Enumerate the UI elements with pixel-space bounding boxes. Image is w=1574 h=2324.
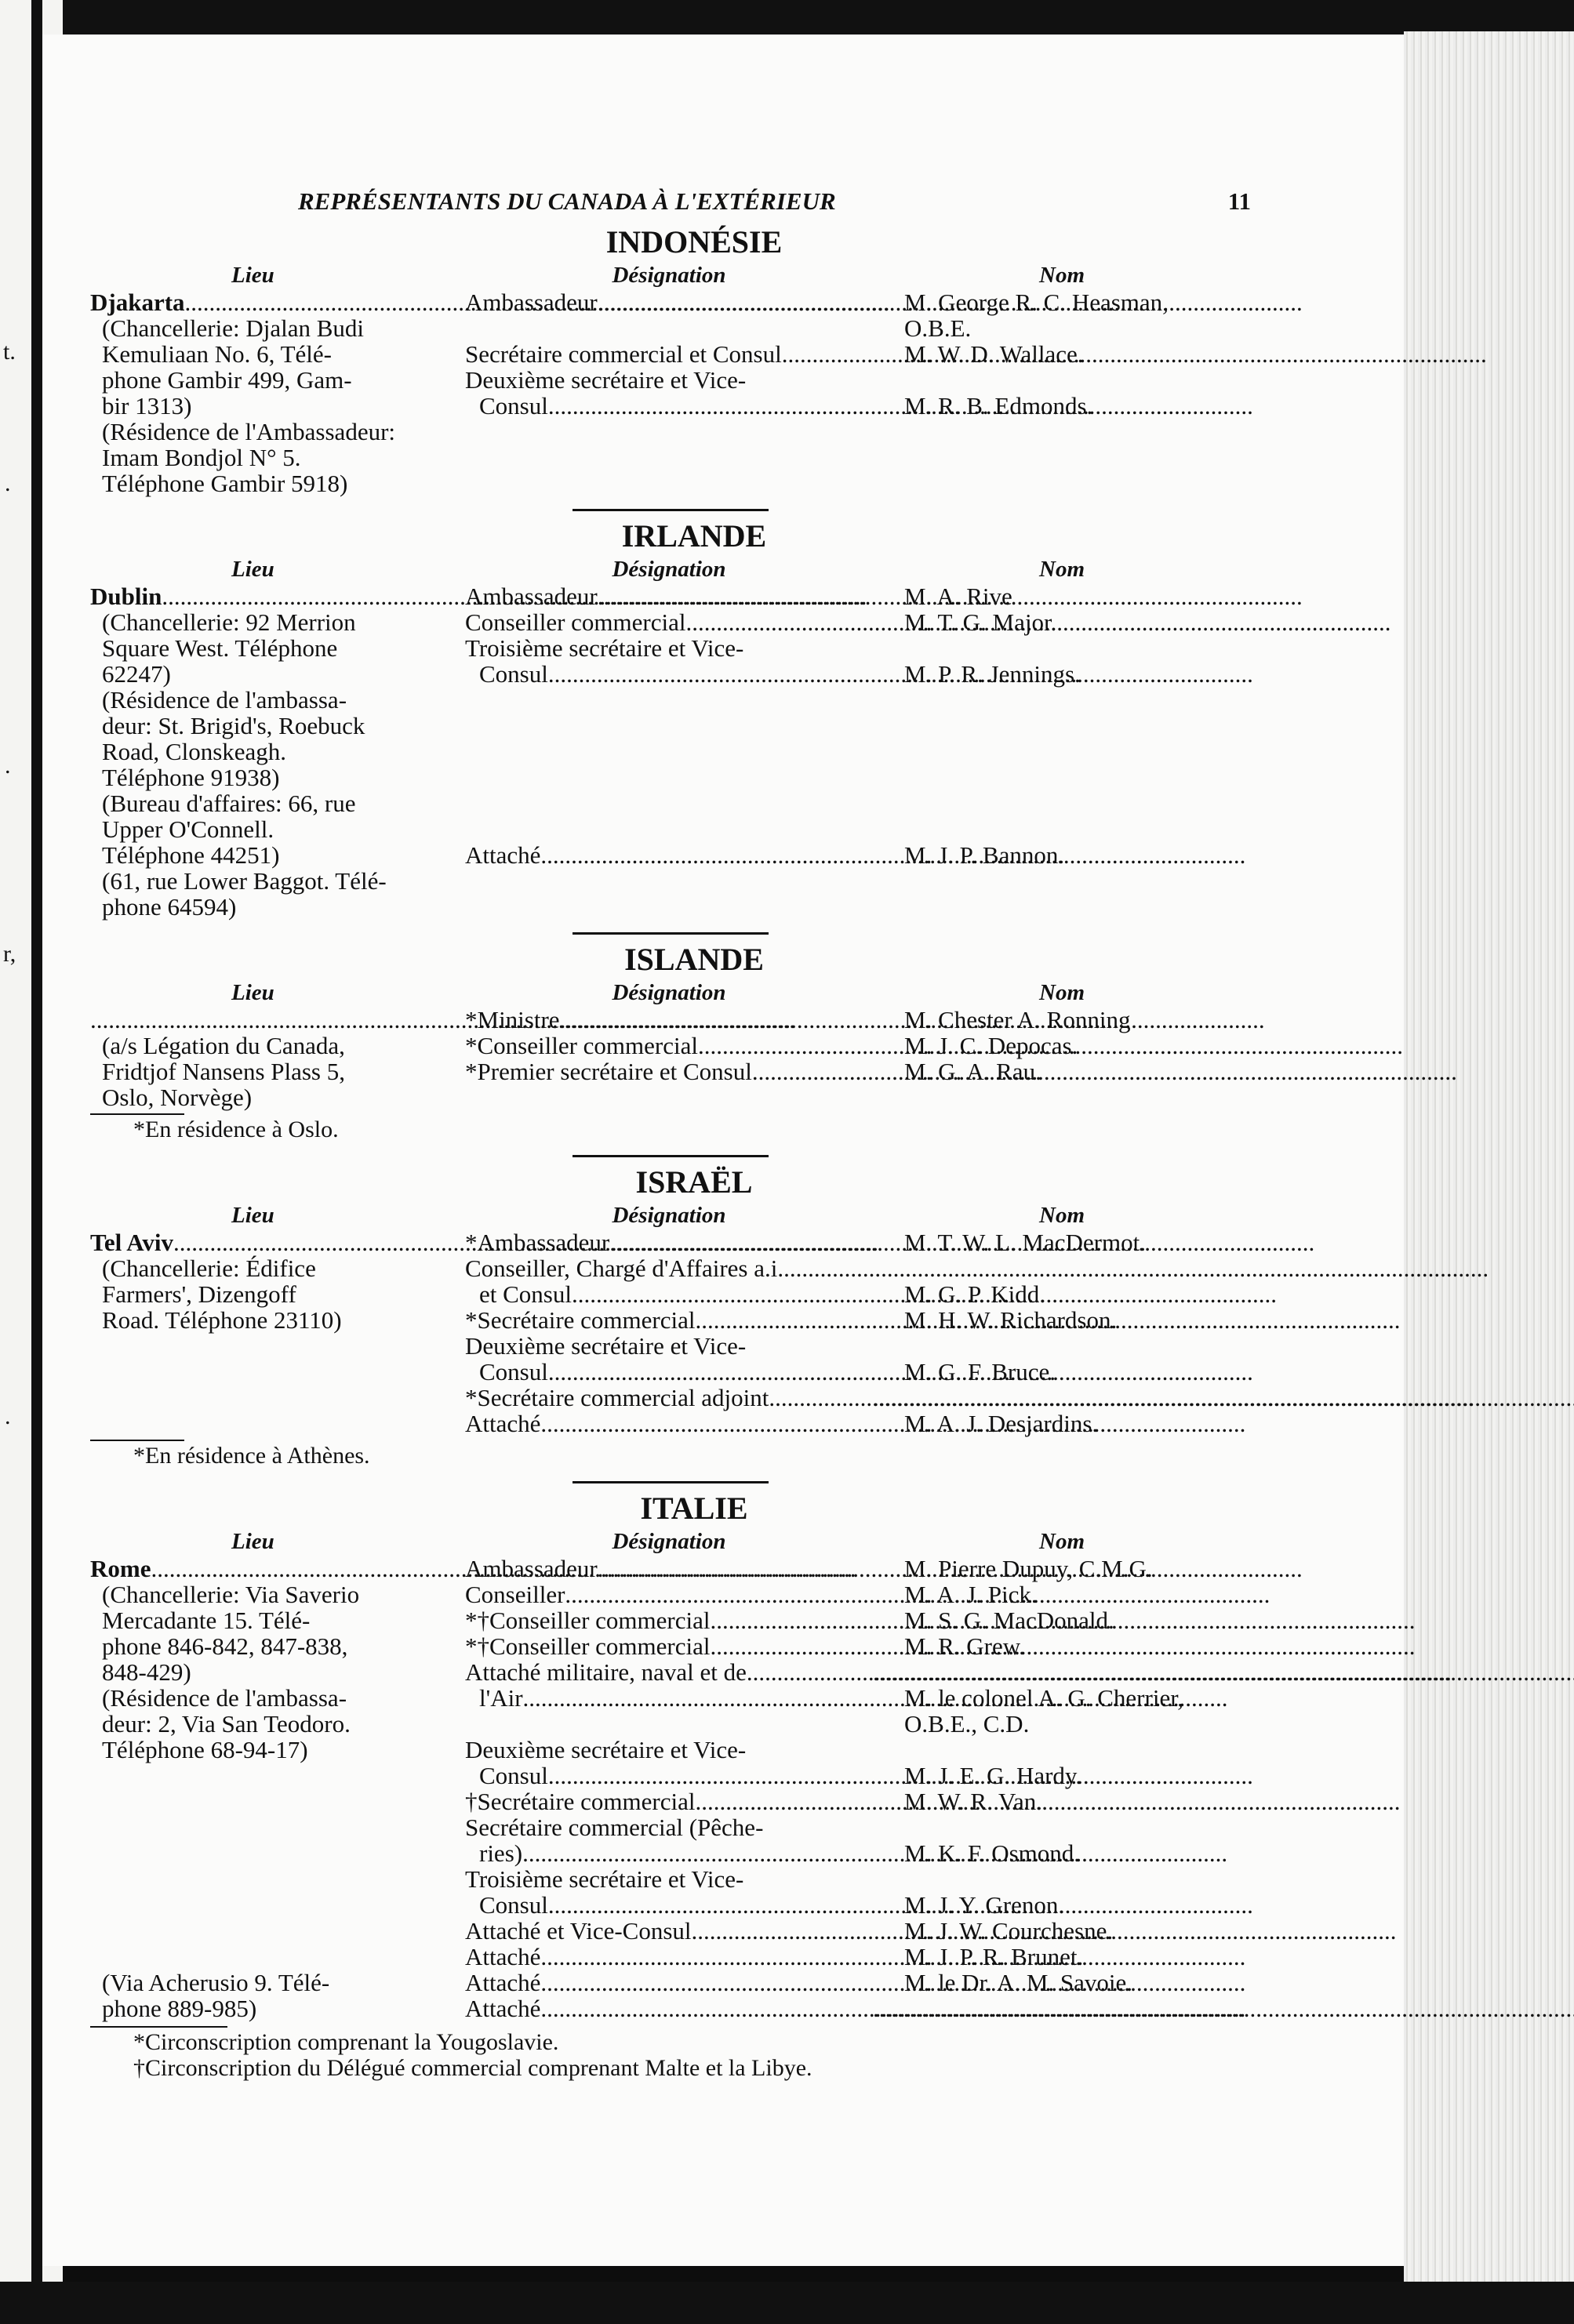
blank-line: [90, 1944, 454, 1970]
blank-line: [873, 816, 1251, 842]
designation-row: [465, 1918, 873, 1944]
designation-row: [465, 661, 873, 687]
designation-column: [465, 289, 873, 496]
place-name-row: [90, 1556, 454, 1581]
designation: Deuxième secrétaire et Vice-: [465, 1332, 747, 1360]
designation: Ambassadeur: [465, 289, 598, 316]
person-name: M. P. R. Jennings.: [904, 660, 1081, 688]
person-name: M. G. P. Kidd.: [904, 1280, 1046, 1308]
place-address-line: 62247): [102, 660, 171, 688]
footnote-rule: [90, 2026, 227, 2028]
country-heading: ISLANDE: [624, 942, 764, 977]
country-heading: IRLANDE: [621, 518, 767, 554]
designation: Conseiller: [465, 1581, 565, 1608]
designation: Conseiller commercial: [465, 608, 686, 636]
person-name: M. J. W. Courchesne.: [904, 1917, 1114, 1945]
running-head-title: REPRÉSENTANTS DU CANADA À L'EXTÉRIEUR: [298, 187, 836, 215]
blank-line: [873, 790, 1251, 816]
place-address-line: Téléphone 44251): [102, 841, 280, 869]
blank-line: [90, 1892, 454, 1918]
blank-line: [873, 1333, 1251, 1359]
blank-line: [873, 713, 1251, 739]
designation-row: [465, 1255, 873, 1281]
place-address-line: (Bureau d'affaires: 66, rue: [102, 790, 356, 817]
country-section: [90, 223, 1251, 496]
place-address-line: phone 889-985): [102, 1995, 257, 2022]
country-section: [90, 1481, 1251, 2021]
header-designation: Désignation: [612, 1529, 726, 1554]
place-name-row: [90, 583, 454, 609]
section-rule: [573, 932, 769, 935]
place-address-line: Road. Téléphone 23110): [102, 1306, 342, 1334]
designation: Attaché militaire, naval et de: [465, 1658, 747, 1686]
header-nom: Nom: [1039, 557, 1085, 582]
designation: †Secrétaire commercial: [465, 1788, 696, 1815]
place-address-line: deur: St. Brigid's, Roebuck: [102, 712, 365, 739]
footnote: *Circonscription comprenant la Yougoslavie.: [133, 2029, 559, 2055]
header-lieu: Lieu: [231, 1203, 274, 1228]
place-name: Dublin: [90, 583, 162, 610]
designation-row: [465, 1659, 873, 1685]
person-name: M. H. W. Richardson.: [904, 1306, 1118, 1334]
scan-bottom-border: [0, 2282, 1574, 2324]
country-heading: INDONÉSIE: [605, 224, 783, 260]
section-note: *En résidence à Oslo.: [133, 1117, 339, 1142]
blank-line: [90, 1840, 454, 1866]
blank-line: [873, 1737, 1251, 1763]
person-name: M. R. Grew.: [904, 1632, 1025, 1660]
person-name: O.B.E.: [904, 314, 972, 342]
designation: *Secrétaire commercial adjoint: [465, 1384, 769, 1411]
designation-row: [465, 1892, 873, 1918]
designation: Attaché: [465, 1410, 541, 1437]
blank-line: [90, 1866, 454, 1892]
place-address-line: (Résidence de l'Ambassadeur:: [102, 418, 396, 445]
designation-row: [465, 1007, 873, 1033]
place-address-line: Téléphone 91938): [102, 764, 280, 791]
designation: Secrétaire commercial (Pêche-: [465, 1814, 764, 1841]
section-table: [90, 1229, 1251, 1436]
person-name: O.B.E., C.D.: [904, 1710, 1030, 1738]
designation: Ambassadeur: [465, 583, 598, 610]
place-address-line: Mercadante 15. Télé-: [102, 1607, 311, 1634]
designation-row: [465, 609, 873, 635]
designation-row: [465, 1995, 873, 2021]
place-name-row: [90, 289, 454, 315]
place-address-line: (a/s Légation du Canada,: [102, 1032, 345, 1059]
place-name-row: [90, 1007, 454, 1033]
blank-line: [90, 1788, 454, 1814]
designation-row: [465, 1737, 873, 1763]
person-name: M. J. C. Depocas.: [904, 1032, 1078, 1059]
blank-line: [90, 1814, 454, 1840]
section-table: [90, 289, 1251, 496]
place-address-line: (Chancellerie: Via Saverio: [102, 1581, 360, 1608]
designation-row: [465, 1685, 873, 1711]
header-designation: Désignation: [612, 1203, 726, 1228]
column-headers: [90, 261, 1251, 289]
blank-line: [90, 1763, 454, 1788]
running-head: [298, 188, 1251, 214]
designation: *Premier secrétaire et Consul: [465, 1058, 752, 1085]
designation-row: [465, 1788, 873, 1814]
designation: *Conseiller commercial: [465, 1032, 698, 1059]
leader-dots: [873, 1385, 1574, 1411]
person-name: M. G. A. Rau.: [904, 1058, 1041, 1085]
header-nom: Nom: [1039, 1203, 1085, 1228]
header-designation: Désignation: [612, 263, 726, 288]
designation: Consul: [479, 1358, 548, 1385]
designation-row: [465, 583, 873, 609]
designation-row: [465, 1359, 873, 1385]
margin-fragment: .: [5, 1403, 11, 1429]
person-name: M. T. W. L. MacDermot.: [904, 1229, 1146, 1256]
person-name: M. A. J. Pick.: [904, 1581, 1038, 1608]
blank-line: [465, 1711, 873, 1737]
column-headers: [90, 1201, 1251, 1229]
person-name: M. T. G. Major.: [904, 608, 1057, 636]
person-name: M. W. R. Van.: [904, 1788, 1042, 1815]
designation-row: [465, 1556, 873, 1581]
column-headers: [90, 979, 1251, 1007]
place-column: [90, 289, 465, 496]
designation-row: [465, 635, 873, 661]
section-note: *En résidence à Athènes.: [133, 1443, 370, 1469]
person-name: M. Pierre Dupuy, C.M.G.: [904, 1555, 1153, 1582]
place-column: [90, 1007, 465, 1110]
designation-row: [465, 1281, 873, 1307]
header-nom: Nom: [1039, 263, 1085, 288]
place-column: [90, 1229, 465, 1436]
place-address-line: (Chancellerie: 92 Merrion: [102, 608, 356, 636]
place-address-line: deur: 2, Via San Teodoro.: [102, 1710, 351, 1738]
person-name: M. le Dr. A. M. Savoie.: [904, 1969, 1133, 1996]
blank-line: [873, 739, 1251, 764]
designation: Attaché: [465, 841, 541, 869]
designation: *Secrétaire commercial: [465, 1306, 696, 1334]
place-address-line: 848-429): [102, 1658, 191, 1686]
designation-column: [465, 1229, 873, 1436]
designation: Consul: [479, 1891, 548, 1919]
country-heading: ITALIE: [640, 1491, 748, 1526]
section-table: [90, 1007, 1251, 1110]
place-name: Djakarta: [90, 289, 185, 316]
scan-top-border: [0, 0, 1574, 34]
place-address-line: (61, rue Lower Baggot. Télé-: [102, 867, 387, 895]
leader-dots: [873, 1659, 1574, 1685]
blank-line: [873, 635, 1251, 661]
designation-row: [465, 842, 873, 868]
place-address-line: (Via Acherusio 9. Télé-: [102, 1969, 330, 1996]
blank-line: [465, 764, 873, 790]
nom-row: [873, 1659, 1251, 1685]
note-rule: [90, 1113, 184, 1115]
section-table: [90, 583, 1251, 920]
designation-row: [465, 1307, 873, 1333]
header-lieu: Lieu: [231, 557, 274, 582]
country-section: [90, 932, 1251, 1142]
designation: Deuxième secrétaire et Vice-: [465, 1736, 747, 1763]
designation: Conseiller, Chargé d'Affaires a.i.: [465, 1255, 784, 1282]
designation-column: [465, 1007, 873, 1110]
place-address-line: phone Gambir 499, Gam-: [102, 366, 352, 394]
designation: Attaché et Vice-Consul: [465, 1917, 692, 1945]
designation-row: [465, 1970, 873, 1995]
nom-column: [873, 289, 1251, 496]
header-nom: Nom: [1039, 980, 1085, 1005]
place-address-line: phone 846-842, 847-838,: [102, 1632, 348, 1660]
designation-column: [465, 1556, 873, 2021]
person-name: M. A. Rive: [904, 583, 1012, 610]
place-address-line: (Résidence de l'ambassa-: [102, 1684, 347, 1712]
header-lieu: Lieu: [231, 263, 274, 288]
blank-line: [873, 1814, 1251, 1840]
book-gutter-shadow: [31, 0, 42, 2324]
note-rule: [90, 1440, 184, 1441]
designation-column: [465, 583, 873, 920]
section-table: [90, 1556, 1251, 2021]
designation: Attaché: [465, 1969, 541, 1996]
designation: Ambassadeur: [465, 1555, 598, 1582]
designation: *†Conseiller commercial: [465, 1632, 711, 1660]
designation: Attaché: [465, 1943, 541, 1970]
designation-row: [465, 1581, 873, 1607]
header-designation: Désignation: [612, 557, 726, 582]
designation-row: [465, 1385, 873, 1411]
designation: *Ambassadeur: [465, 1229, 610, 1256]
country-heading: ISRAËL: [635, 1164, 753, 1200]
designation-row: [465, 1866, 873, 1892]
header-lieu: Lieu: [231, 980, 274, 1005]
designation: Secrétaire commercial et Consul: [465, 340, 782, 368]
designation: Attaché: [465, 1995, 541, 2022]
person-name: M. K. F. Osmond.: [904, 1839, 1081, 1867]
designation: *†Conseiller commercial: [465, 1607, 711, 1634]
place-address-line: Square West. Téléphone: [102, 634, 338, 662]
place-address-line: Oslo, Norvège): [102, 1084, 253, 1111]
place-address-line: bir 1313): [102, 392, 192, 419]
margin-fragment: .: [5, 753, 11, 779]
header-nom: Nom: [1039, 1529, 1085, 1554]
designation-row: [465, 341, 873, 367]
designation: Consul: [479, 1762, 548, 1789]
blank-line: [873, 367, 1251, 393]
designation-row: [465, 1607, 873, 1633]
designation: *Ministre: [465, 1006, 560, 1033]
place-address-line: (Chancellerie: Édifice: [102, 1255, 316, 1282]
place-address-line: Road, Clonskeagh.: [102, 738, 287, 765]
designation-row: [465, 1814, 873, 1840]
blank-line: [465, 315, 873, 341]
section-rule: [573, 1155, 769, 1157]
section-rule: [573, 1481, 769, 1483]
designation: Troisième secrétaire et Vice-: [465, 634, 744, 662]
person-name: M. le colonel A. G. Cherrier,: [904, 1684, 1184, 1712]
place-name-row: [90, 1229, 454, 1255]
sections-container: [90, 223, 1251, 2021]
blank-line: [873, 687, 1251, 713]
designation: Consul: [479, 392, 548, 419]
designation-row: [465, 289, 873, 315]
margin-fragment: t.: [3, 339, 16, 365]
person-name: M. J. E. G. Hardy.: [904, 1762, 1082, 1789]
nom-column: [873, 583, 1251, 920]
person-name: M. A. J. Desjardins.: [904, 1410, 1099, 1437]
place-address-line: Fridtjof Nansens Plass 5,: [102, 1058, 345, 1085]
person-name: M. W. D. Wallace.: [904, 340, 1084, 368]
margin-fragment: .: [5, 470, 11, 496]
nom-row: [873, 1995, 1251, 2021]
designation: Consul: [479, 660, 548, 688]
designation: et Consul: [479, 1280, 572, 1308]
blank-line: [465, 790, 873, 816]
blank-line: [465, 687, 873, 713]
designation-row: [465, 1944, 873, 1970]
place-address-line: Upper O'Connell.: [102, 815, 274, 843]
leader-dots: [873, 1995, 1574, 2021]
designation: Deuxième secrétaire et Vice-: [465, 366, 747, 394]
page-number: 11: [1227, 187, 1251, 215]
designation-row: [465, 1840, 873, 1866]
designation-row: [465, 1633, 873, 1659]
place-address-line: Kemuliaan No. 6, Télé-: [102, 340, 332, 368]
person-name: M. J. Y. Grenon.: [904, 1891, 1065, 1919]
country-section: [90, 1155, 1251, 1469]
place-column: [90, 1556, 465, 2021]
place-address-line: phone 64594): [102, 893, 237, 921]
place-address-line: Téléphone Gambir 5918): [102, 470, 348, 497]
nom-row: [873, 1385, 1251, 1411]
designation: ries): [479, 1839, 523, 1867]
designation-row: [465, 1411, 873, 1436]
person-name: M. J. P. R. Brunet.: [904, 1943, 1084, 1970]
blank-line: [90, 1918, 454, 1944]
person-name: M. S. G. MacDonald.: [904, 1607, 1114, 1634]
header-lieu: Lieu: [231, 1529, 274, 1554]
blank-line: [873, 1255, 1251, 1281]
place-address-line: Imam Bondjol N° 5.: [102, 444, 301, 471]
designation-row: [465, 1033, 873, 1059]
designation-row: [465, 1229, 873, 1255]
section-rule: [573, 509, 769, 511]
nom-column: [873, 1556, 1251, 2021]
margin-fragment: r,: [3, 941, 16, 967]
person-name: M. Chester A. Ronning: [904, 1006, 1131, 1033]
designation-row: [465, 1333, 873, 1359]
designation: Troisième secrétaire et Vice-: [465, 1865, 744, 1893]
place-address-line: Téléphone 68-94-17): [102, 1736, 308, 1763]
footnotes: [90, 2026, 1251, 2081]
person-name: M. G. F. Bruce.: [904, 1358, 1056, 1385]
column-headers: [90, 555, 1251, 583]
blank-line: [465, 713, 873, 739]
designation-row: [465, 1763, 873, 1788]
footnote: †Circonscription du Délégué commercial comprenant Malte et la Libye.: [133, 2055, 812, 2081]
blank-line: [873, 764, 1251, 790]
country-section: [90, 509, 1251, 920]
person-name: M. R. B. Edmonds.: [904, 392, 1093, 419]
designation-row: [465, 393, 873, 419]
place-address-line: Farmers', Dizengoff: [102, 1280, 296, 1308]
designation-row: [465, 367, 873, 393]
column-headers: [90, 1527, 1251, 1556]
blank-line: [465, 739, 873, 764]
page-stack-edge: [1404, 31, 1574, 2282]
person-name: M. J. P. Bannon.: [904, 841, 1065, 869]
designation: l'Air: [479, 1684, 523, 1712]
place-address-line: (Résidence de l'ambassa-: [102, 686, 347, 714]
nom-column: [873, 1007, 1251, 1110]
place-address-line: (Chancellerie: Djalan Budi: [102, 314, 364, 342]
person-name: M. George R. C. Heasman,: [904, 289, 1169, 316]
place-column: [90, 583, 465, 920]
place-name: Tel Aviv: [90, 1229, 173, 1256]
blank-line: [873, 1866, 1251, 1892]
blank-line: [465, 816, 873, 842]
designation-row: [465, 1059, 873, 1084]
page-content: [90, 188, 1251, 2081]
header-designation: Désignation: [612, 980, 726, 1005]
place-name: Rome: [90, 1555, 151, 1582]
nom-column: [873, 1229, 1251, 1436]
